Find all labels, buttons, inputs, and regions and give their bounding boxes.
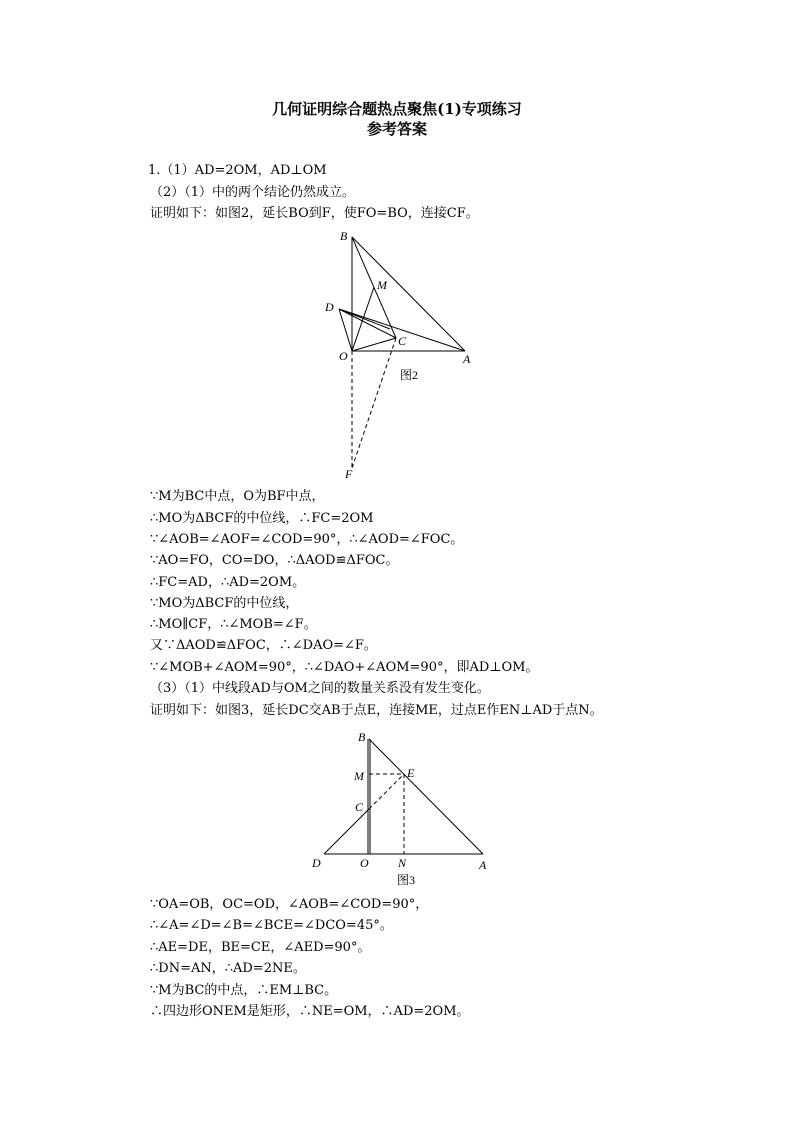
segment-dc <box>324 809 369 854</box>
answer-line-2: （2）（1）中的两个结论仍然成立。 <box>150 185 356 200</box>
part-3-construction: 证明如下：如图3，延长DC交AB于点E，连接ME，过点E作EN⊥AD于点N。 <box>150 703 603 718</box>
proof-line-9: ∵∠MOB+∠AOM=90°，∴∠DAO+∠AOM=90°，即AD⊥OM。 <box>150 660 539 675</box>
label-n: N <box>398 856 407 870</box>
label-c: C <box>355 800 364 814</box>
label-b: B <box>358 730 366 744</box>
proof3-line-5: ∵M为BC的中点，∴EM⊥BC。 <box>150 983 338 998</box>
segment-cf <box>352 338 396 468</box>
segment-ce <box>369 774 404 809</box>
proof-line-2: ∴MO为ΔBCF的中位线，∴FC=2OM <box>150 511 374 526</box>
proof-line-5: ∴FC=AD，∴AD=2OM。 <box>150 575 306 590</box>
label-f: F <box>345 467 353 481</box>
label-o: O <box>339 349 348 363</box>
label-m: M <box>377 278 387 292</box>
segment-oc <box>352 338 396 351</box>
segment-do <box>339 309 352 351</box>
figure-2 <box>320 225 490 485</box>
proof3-line-2: ∴∠A=∠D=∠B=∠BCE=∠DCO=45°。 <box>150 918 393 933</box>
proof-line-1: ∵M为BC中点，O为BF中点， <box>150 489 325 504</box>
page-title: 几何证明综合题热点聚焦(1)专项练习 <box>272 100 522 118</box>
figure-2-caption: 图2 <box>400 368 419 382</box>
figure-3-caption: 图3 <box>397 873 416 887</box>
segment-ba <box>369 739 483 854</box>
proof-line-6: ∵MO为ΔBCF的中位线， <box>150 596 299 611</box>
label-b: B <box>340 229 348 243</box>
segment-dc <box>339 309 396 338</box>
part-3-heading: （3）（1）中线段AD与OM之间的数量关系没有发生变化。 <box>150 681 490 696</box>
figure-3 <box>308 725 498 890</box>
segment-ab <box>352 237 465 351</box>
proof3-line-4: ∴DN=AN，∴AD=2NE。 <box>150 961 306 976</box>
label-m: M <box>354 769 364 783</box>
label-e: E <box>407 766 415 780</box>
label-a: A <box>479 858 487 872</box>
proof-line-3: ∵∠AOB=∠AOF=∠COD=90°，∴∠AOD=∠FOC。 <box>150 532 464 547</box>
label-o: O <box>360 856 369 870</box>
proof3-line-6: ∴四边形ONEM是矩形，∴NE=OM，∴AD=2OM。 <box>150 1004 470 1019</box>
proof-line-4: ∵AO=FO，CO=DO，∴ΔAOD≌ΔFOC。 <box>150 553 399 568</box>
proof3-line-1: ∵OA=OB，OC=OD，∠AOB=∠COD=90°， <box>150 897 429 912</box>
segment-om <box>352 287 374 351</box>
answer-line-3: 证明如下：如图2，延长BO到F，使FO=BO，连接CF。 <box>150 206 479 221</box>
proof3-line-3: ∴AE=DE，BE=CE，∠AED=90°。 <box>150 940 371 955</box>
label-c: C <box>398 334 407 348</box>
proof-line-8: 又∵ΔAOD≌ΔFOC，∴∠DAO=∠F。 <box>150 638 377 653</box>
proof-line-7: ∴MO∥CF，∴∠MOB=∠F。 <box>150 617 317 632</box>
answer-line-1: 1.（1）AD=2OM，AD⊥OM <box>148 163 327 178</box>
label-d: D <box>312 856 321 870</box>
label-a: A <box>463 352 471 366</box>
page-subtitle: 参考答案 <box>366 120 427 138</box>
label-d: D <box>325 300 334 314</box>
